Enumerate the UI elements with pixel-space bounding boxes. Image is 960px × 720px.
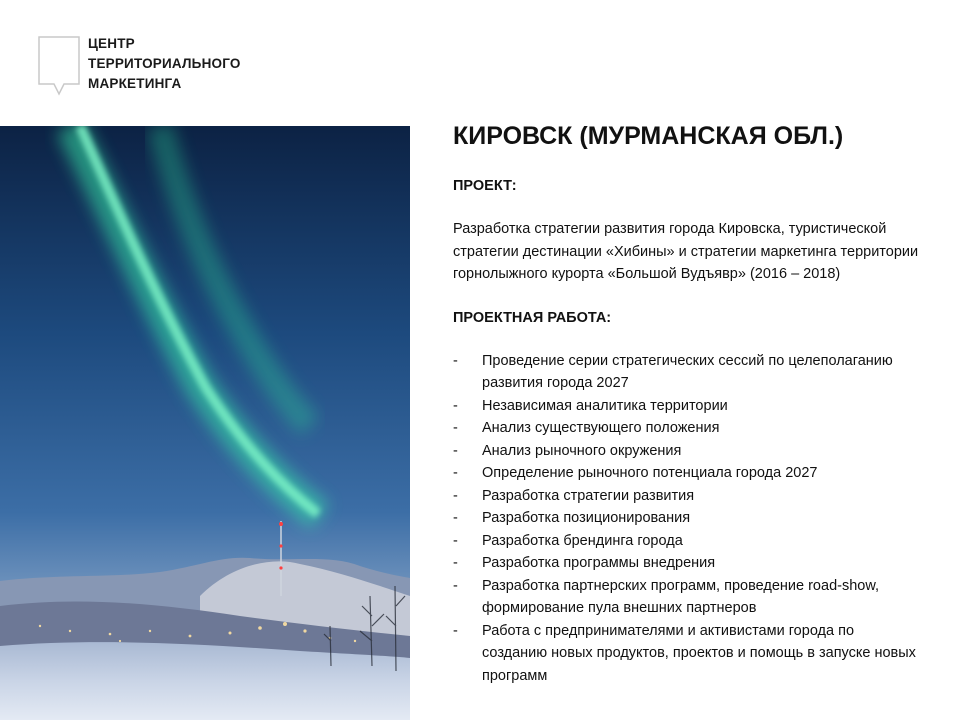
bullet: -: [453, 532, 458, 549]
list-item: [453, 620, 923, 688]
bullet: -: [453, 420, 458, 436]
logo: [36, 34, 276, 100]
list-item-text: Работа с предпринимателями и активистами города по созданию новых продуктов, проектов и помощь в запуске новых программ: [482, 622, 916, 684]
list-item: [453, 462, 923, 485]
bullet: -: [453, 577, 458, 594]
list-item: [453, 440, 923, 463]
bullet: -: [453, 352, 458, 369]
bullet: -: [453, 510, 458, 526]
list-item-text: Определение рыночного потенциала города 2027: [482, 465, 818, 481]
aurora-photo: [0, 126, 410, 720]
aurora-photo-image: [0, 126, 410, 720]
shield-outline-icon: [36, 34, 82, 100]
list-item-text: Разработка брендинга города: [482, 532, 683, 549]
logo-text: [88, 34, 241, 94]
bullet: -: [453, 442, 458, 459]
project-label: ПРОЕКТ:: [453, 178, 517, 194]
list-item-text: Разработка партнерских программ, проведение road-show, формирование пула внешних партнеров: [482, 577, 880, 616]
list-item: [453, 485, 923, 508]
work-list: [453, 350, 923, 688]
logo-line: МАРКЕТИНГА: [88, 76, 182, 91]
list-item: [453, 350, 923, 395]
list-item: [453, 395, 923, 418]
list-item-text: Анализ существующего положения: [482, 420, 720, 436]
list-item-text: Разработка позиционирования: [482, 510, 691, 526]
list-item: [453, 575, 923, 620]
list-item: [453, 417, 923, 440]
list-item-text: Проведение серии стратегических сессий по целеполаганию развития города 2027: [482, 352, 893, 391]
list-item: [453, 530, 923, 553]
page-title: КИРОВСК (МУРМАНСКАЯ ОБЛ.): [453, 122, 844, 150]
work-label: ПРОЕКТНАЯ РАБОТА:: [453, 309, 612, 326]
list-item: [453, 507, 923, 530]
list-item-text: Разработка программы внедрения: [482, 555, 716, 571]
list-item-text: Анализ рыночного окружения: [482, 442, 682, 459]
logo-line: ЦЕНТР: [88, 36, 135, 51]
bullet: -: [453, 555, 458, 571]
bullet: -: [453, 622, 458, 639]
bullet: -: [453, 397, 458, 414]
list-item-text: Независимая аналитика территории: [482, 397, 728, 414]
list-item: [453, 552, 923, 575]
logo-line: ТЕРРИТОРИАЛЬНОГО: [88, 56, 241, 71]
bullet: -: [453, 465, 458, 481]
content-panel: [453, 118, 923, 687]
bullet: -: [453, 487, 458, 504]
project-description: Разработка стратегии развития города Кировска, туристической стратегии дестинации «Хибины» и стратегии маркетинга территории горнолыжного курорта «Большой Вудъявр» (2016 – 2018): [453, 221, 919, 282]
list-item-text: Разработка стратегии развития: [482, 487, 695, 504]
